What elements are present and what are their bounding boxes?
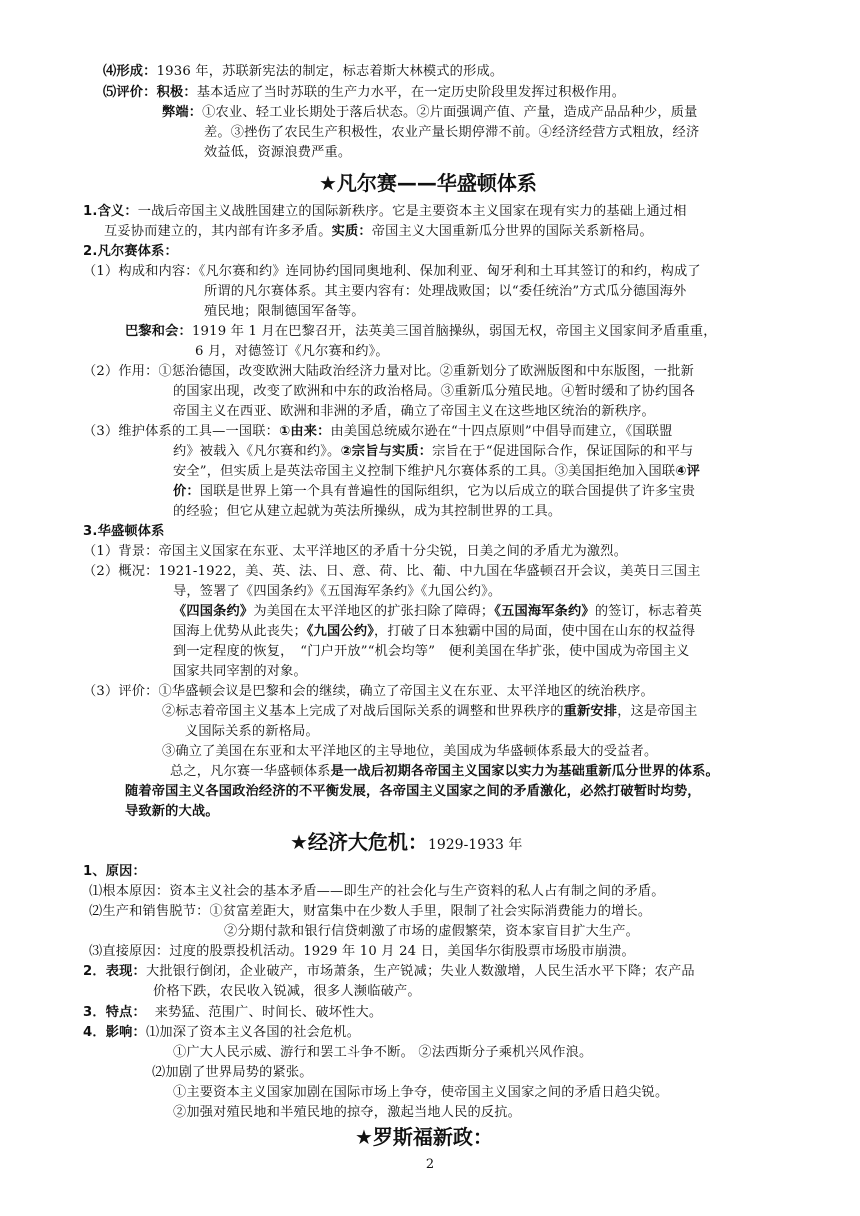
four-power-treaty: 《四国条约》 xyxy=(173,604,254,619)
composition-line-2: 所谓的凡尔赛体系。其主要内容有：处理战败国；以“委任统治”方式瓜分德国海外 xyxy=(204,284,687,299)
negative-line-2: 差。③挫伤了农民生产积极性，农业产量长期停滞不前。④经济经营方式粗放，经济 xyxy=(204,125,700,140)
crisis-heading-text: ★经济大危机： xyxy=(290,830,428,854)
positive-label: 积极： xyxy=(156,85,197,100)
impact-line-1 xyxy=(83,1023,360,1043)
versailles-heading: ★凡尔赛——华盛顿体系 xyxy=(319,171,537,195)
negative-label: 弊端： xyxy=(162,105,203,120)
summary-line-1 xyxy=(170,762,719,782)
impact-2-item-1: ①主要资本主义国家加剧在国际市场上争夺，使帝国主义国家之间的矛盾日趋尖锐。 xyxy=(173,1085,669,1100)
washington-heading: 3.华盛顿体系 xyxy=(83,524,165,539)
role-line-1: （2）作用：①惩治德国，改变欧洲大陆政治经济力量对比。②重新划分了欧洲版图和中东版图，一批新 xyxy=(83,364,695,379)
washington-background: （1）背景：帝国主义国家在东亚、太平洋地区的矛盾十分尖锐，日美之间的矛盾尤为激烈。 xyxy=(83,544,628,559)
five-power-treaty: 《五国海军条约》 xyxy=(494,604,595,619)
league-covenant-text: 约》被载入《凡尔赛和约》。 xyxy=(173,444,341,459)
summary-line-3: 导致新的大战。 xyxy=(125,804,219,819)
eval-2-bold: 重新安排 xyxy=(563,704,618,719)
symptoms-line-2: 价格下跌，农民收入锐减，很多人濒临破产。 xyxy=(153,984,421,999)
negative-line-3: 效益低，资源浪费严重。 xyxy=(204,145,352,160)
league-purpose-label: ②宗旨与实质： xyxy=(340,444,433,459)
nine-power-treaty: 《九国公约》 xyxy=(306,624,374,639)
paris-label: 巴黎和会： xyxy=(125,324,192,339)
paris-line-1 xyxy=(125,322,717,342)
nine-power-text: ，打破了日本独霸中国的局面，使中国在山东的权益得 xyxy=(374,624,696,639)
crisis-heading xyxy=(290,829,522,858)
meaning-line-1 xyxy=(83,202,687,222)
league-eval-label-b: 价： xyxy=(173,484,200,499)
summary-text-b: 是一战后初期各帝国主义国家以实力为基础重新瓜分世界的体系。 xyxy=(330,764,719,779)
direct-cause: ⑶直接原因：过度的股票投机活动。1929 年 10 月 24 日，美国华尔街股票市场股市崩溃。 xyxy=(89,944,635,959)
five-power-text: 的签订，标志着英 xyxy=(594,604,702,619)
impact-2-item-2: ②加强对殖民地和半殖民地的掠夺，激起当地人民的反抗。 xyxy=(173,1105,522,1120)
meaning-label: 1.含义： xyxy=(83,204,138,219)
features-text: 来势猛、范围广、时间长、破坏性大。 xyxy=(154,1005,383,1020)
formation-label: ⑷形成： xyxy=(103,64,157,79)
production-cause-1: ⑵生产和销售脱节：①贫富差距大，财富集中在少数人手里，限制了社会实际消费能力的增长。 xyxy=(89,904,652,919)
washington-eval-4: ③确立了美国在东亚和太平洋地区的主导地位，美国成为华盛顿体系最大的受益者。 xyxy=(162,744,658,759)
composition-line-1: （1）构成和内容：《凡尔赛和约》连同协约国同奥地利、保加利亚、匈牙利和土耳其签订的和约，构成了 xyxy=(83,264,701,279)
league-essence-text: 安全”，但实质上是英法帝国主义控制下维护凡尔赛体系的工具。③美国拒绝加入国联 xyxy=(173,464,676,479)
evaluation-line xyxy=(103,83,625,103)
features-label: 3．特点： xyxy=(83,1005,146,1020)
formation-text: 1936 年，苏联新宪法的制定，标志着斯大林模式的形成。 xyxy=(156,64,504,79)
summary-text-a: 总之，凡尔赛一华盛顿体系 xyxy=(170,764,331,779)
league-line-4 xyxy=(173,482,695,502)
meaning-line-2 xyxy=(104,222,653,242)
essence-label: 实质： xyxy=(331,224,372,239)
roosevelt-heading: ★罗斯福新政： xyxy=(355,1125,493,1149)
washington-eval-1: （3）评价：①华盛顿会议是巴黎和会的继续，确立了帝国主义在东亚、太平洋地区的统治秩序。 xyxy=(83,684,654,699)
causes-label: 1、原因： xyxy=(83,864,146,879)
league-eval-text: 国联是世界上第一个具有普遍性的国际组织，它为以后成立的联合国提供了许多宝贵 xyxy=(199,484,696,499)
meaning-text-2a: 互妥协而建立的，其内部有许多矛盾。 xyxy=(104,224,332,239)
impact-2: ⑵加剧了世界局势的紧张。 xyxy=(152,1065,313,1080)
league-eval-label-a: ④评 xyxy=(675,464,701,479)
four-power-text: 为美国在太平洋地区的扩张扫除了障碍； xyxy=(253,604,495,619)
washington-overview-1: （2）概况：1921-1922，美、英、法、日、意、荷、比、葡、中九国在华盛顿召开会议，美英日三国主 xyxy=(83,564,701,579)
crisis-heading-years: 1929-1933 年 xyxy=(427,837,523,853)
five-power-text-2: 国海上优势从此丧失； xyxy=(173,624,307,639)
production-cause-2: ②分期付款和银行信贷刺激了市场的虚假繁荣，资本家盲目扩大生产。 xyxy=(224,924,640,939)
eval-2-text-b: ，这是帝国主 xyxy=(617,704,698,719)
washington-overview-4 xyxy=(173,622,695,642)
composition-line-3: 殖民地；限制德国军备等。 xyxy=(204,304,365,319)
features-line xyxy=(83,1003,382,1023)
league-line-1 xyxy=(83,422,673,442)
league-tool-label: （3）维护体系的工具—一国联： xyxy=(83,424,280,439)
league-line-5: 的经验；但它从建立起就为英法所操纵，成为其控制世界的工具。 xyxy=(173,504,562,519)
negative-line-1 xyxy=(162,103,698,123)
role-line-3: 帝国主义在西亚、欧洲和非洲的矛盾，确立了帝国主义在这些地区统治的新秩序。 xyxy=(173,404,655,419)
impact-label: 4．影响： xyxy=(83,1025,146,1040)
positive-text: 基本适应了当时苏联的生产力水平，在一定历史阶段里发挥过积极作用。 xyxy=(196,85,626,100)
symptoms-text-1: 大批银行倒闭，企业破产，市场萧条，生产锐减；失业人数激增，人民生活水平下降；农产品 xyxy=(145,964,695,979)
negative-text-1: ①农业、轻工业长期处于落后状态。②片面强调产值、产量，造成产品品种少，质量 xyxy=(202,105,698,120)
paris-text-1: 1919 年 1 月在巴黎召开，法英美三国首脑操纵，弱国无权，帝国主义国家间矛盾重重， xyxy=(191,324,717,339)
league-purpose-text: 宗旨在于“促进国际合作，保证国际的和平与 xyxy=(432,444,694,459)
symptoms-label: 2．表现： xyxy=(83,964,146,979)
eval-2-text-a: ②标志着帝国主义基本上完成了对战后国际关系的调整和世界秩序的 xyxy=(162,704,564,719)
washington-eval-2 xyxy=(162,702,698,722)
washington-overview-3 xyxy=(173,602,702,622)
meaning-text-1: 一战后帝国主义战胜国建立的国际新秩序。它是主要资本主义国家在现有实力的基础上通过相 xyxy=(137,204,687,219)
league-origin-text: 由美国总统威尔逊在“十四点原则”中倡导而建立，《国联盟 xyxy=(330,424,673,439)
washington-overview-5: 到一定程度的恢复， “门户开放”“机会均等” 便利美国在华扩张，使中国成为帝国主义 xyxy=(173,644,690,659)
league-line-2 xyxy=(173,442,693,462)
league-origin-label: ①由来： xyxy=(279,424,331,439)
page-number: 2 xyxy=(425,1157,435,1172)
meaning-text-2b: 帝国主义大国重新瓜分世界的国际关系新格局。 xyxy=(371,224,653,239)
impact-1-items: ①广大人民示威、游行和罢工斗争不断。 ②法西斯分子乘机兴风作浪。 xyxy=(173,1045,593,1060)
role-line-2: 的国家出现，改变了欧洲和中东的政治格局。③重新瓜分殖民地。④暂时缓和了协约国各 xyxy=(173,384,696,399)
evaluation-label: ⑸评价： xyxy=(103,85,157,100)
impact-1-text: ⑴加深了资本主义各国的社会危机。 xyxy=(145,1025,361,1040)
league-line-3 xyxy=(173,462,700,482)
washington-eval-3: 义国际关系的新格局。 xyxy=(185,724,319,739)
versailles-system-label: 2.凡尔赛体系： xyxy=(83,244,178,259)
washington-overview-2: 导，签署了《四国条约》《五国海军条约》《九国公约》。 xyxy=(173,584,502,599)
summary-line-2: 随着帝国主义各国政治经济的不平衡发展，各帝国主义国家之间的矛盾激化，必然打破暂时均势， xyxy=(125,784,701,799)
formation-line xyxy=(103,62,503,82)
symptoms-line-1 xyxy=(83,962,695,982)
washington-overview-6: 国家共同宰割的对象。 xyxy=(173,664,307,679)
root-cause: ⑴根本原因：资本主义社会的基本矛盾——即生产的社会化与生产资料的私人占有制之间的矛盾。 xyxy=(89,884,665,899)
paris-line-2: 6 月，对德签订《凡尔赛和约》。 xyxy=(195,344,389,359)
